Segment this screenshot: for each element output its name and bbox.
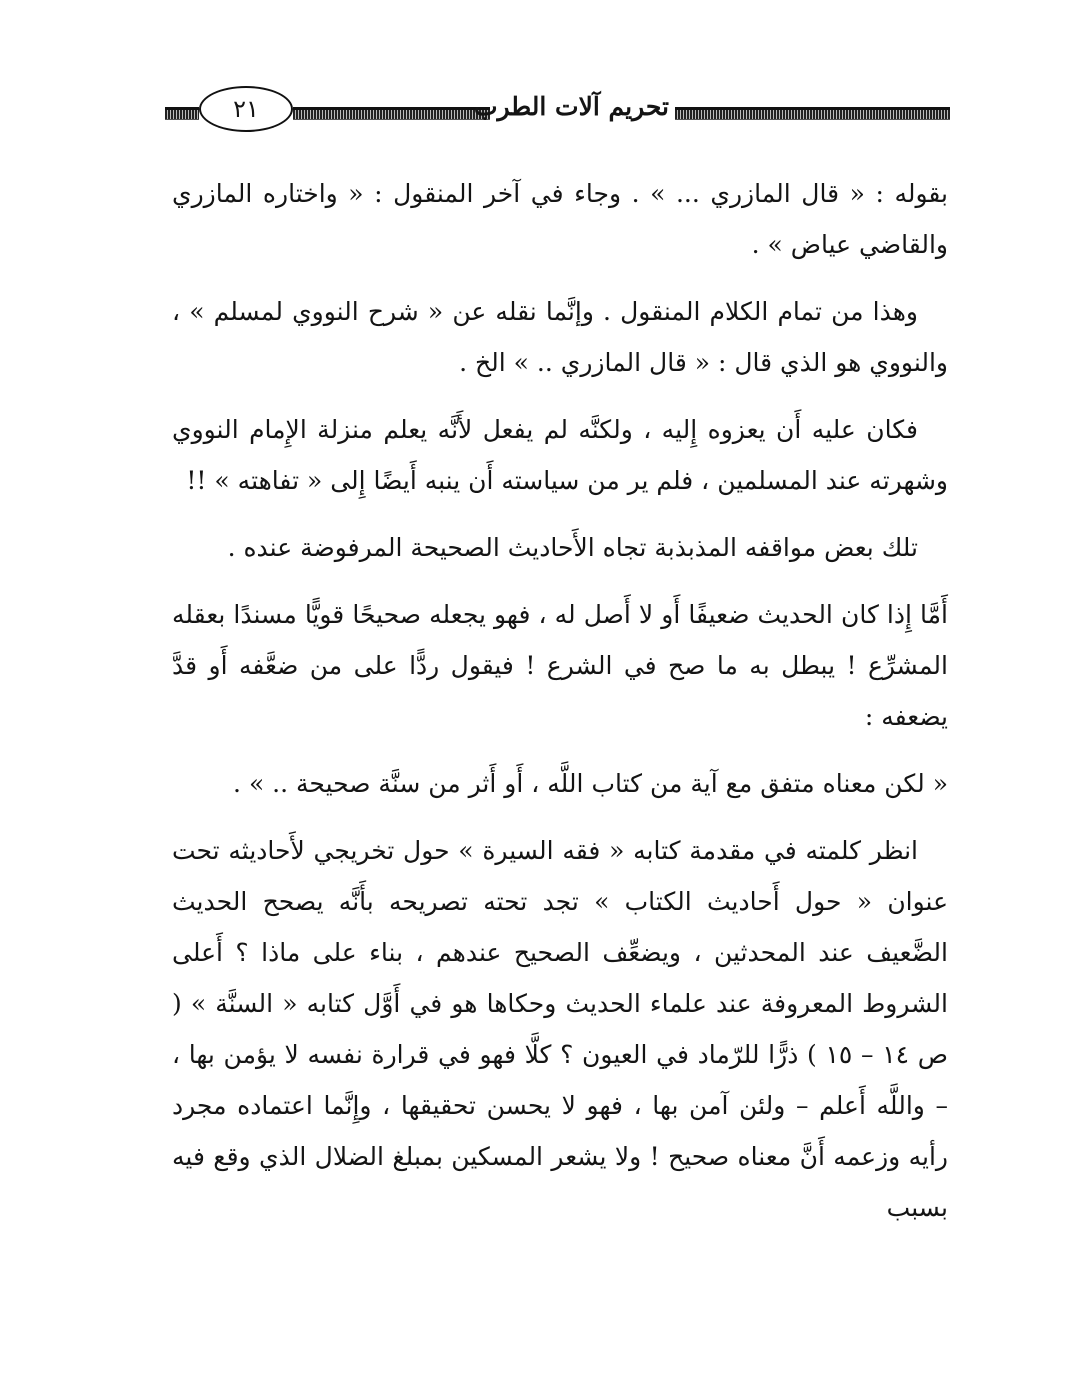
paragraph: أَمَّا إِذا كان الحديث ضعيفًا أَو لا أَصل له ، فهو يجعله صحيحًا قويًّا مسندًا بعقله المشرِّع ! يبطل به ما صح في الشرع ! فيقول ردًّا على من ضعَّفه أَو قدَّ يضعفه : [172, 600, 948, 731]
paragraph: بقوله : « قال المازري ... » . وجاء في آخر المنقول : « واختاره المازري والقاضي عياض » . [172, 179, 948, 259]
running-title: تحريم آلات الطرب [473, 92, 669, 121]
paragraph: تلك بعض مواقفه المذبذبة تجاه الأَحاديث الصحيحة المرفوضة عنده . [227, 533, 918, 562]
page-header [165, 82, 950, 138]
body-text [172, 168, 948, 1249]
header-rule-right [675, 107, 950, 120]
paragraph: « لكن معناه متفق مع آية من كتاب اللَّه ، أَو أَثر من سنَّة صحيحة .. » . [233, 769, 948, 798]
header-rule-middle [293, 107, 490, 120]
paragraph: فكان عليه أَن يعزوه إِليه ، ولكنَّه لم يفعل لأَنَّه يعلم منزلة الإِمام النووي وشهرته عند المسلمين ، فلم ير من سياسته أَن ينبه أَيضًا إِلى « تفاهته » !! [172, 415, 948, 495]
paragraph: انظر كلمته في مقدمة كتابه « فقه السيرة » حول تخريجي لأَحاديثه تحت عنوان « حول أَحاديث الكتاب » تجد تحته تصريحه بأَنَّه يصحح الحديث الضَّعيف عند المحدثين ، ويضعِّف الصحيح عندهم ، بناء على ماذا ؟ أَعلى الشروط المعروفة عند علماء الحديث وحكاها هو في أَوَّل كتابه « السنَّة » ( ص ١٤ – ١٥ ) ذرًّا للرّماد في العيون ؟ كلَّا فهو في قرارة نفسه لا يؤمن بها ، – واللَّه أَعلم – ولئن آمن بها ، فهو لا يحسن تحقيقها ، وإِنَّما اعتماده مجرد رأيه وزعمه أَنَّ معناه صحيح ! ولا يشعر المسكين بمبلغ الضلال الذي وقع فيه بسبب [172, 836, 948, 1222]
header-rule-left [165, 107, 199, 120]
paragraph: وهذا من تمام الكلام المنقول . وإنَّما نقله عن « شرح النووي لمسلم » ، والنووي هو الذي قال : « قال المازري .. » الخ . [172, 297, 948, 377]
page-number: ٢١ [199, 86, 293, 132]
